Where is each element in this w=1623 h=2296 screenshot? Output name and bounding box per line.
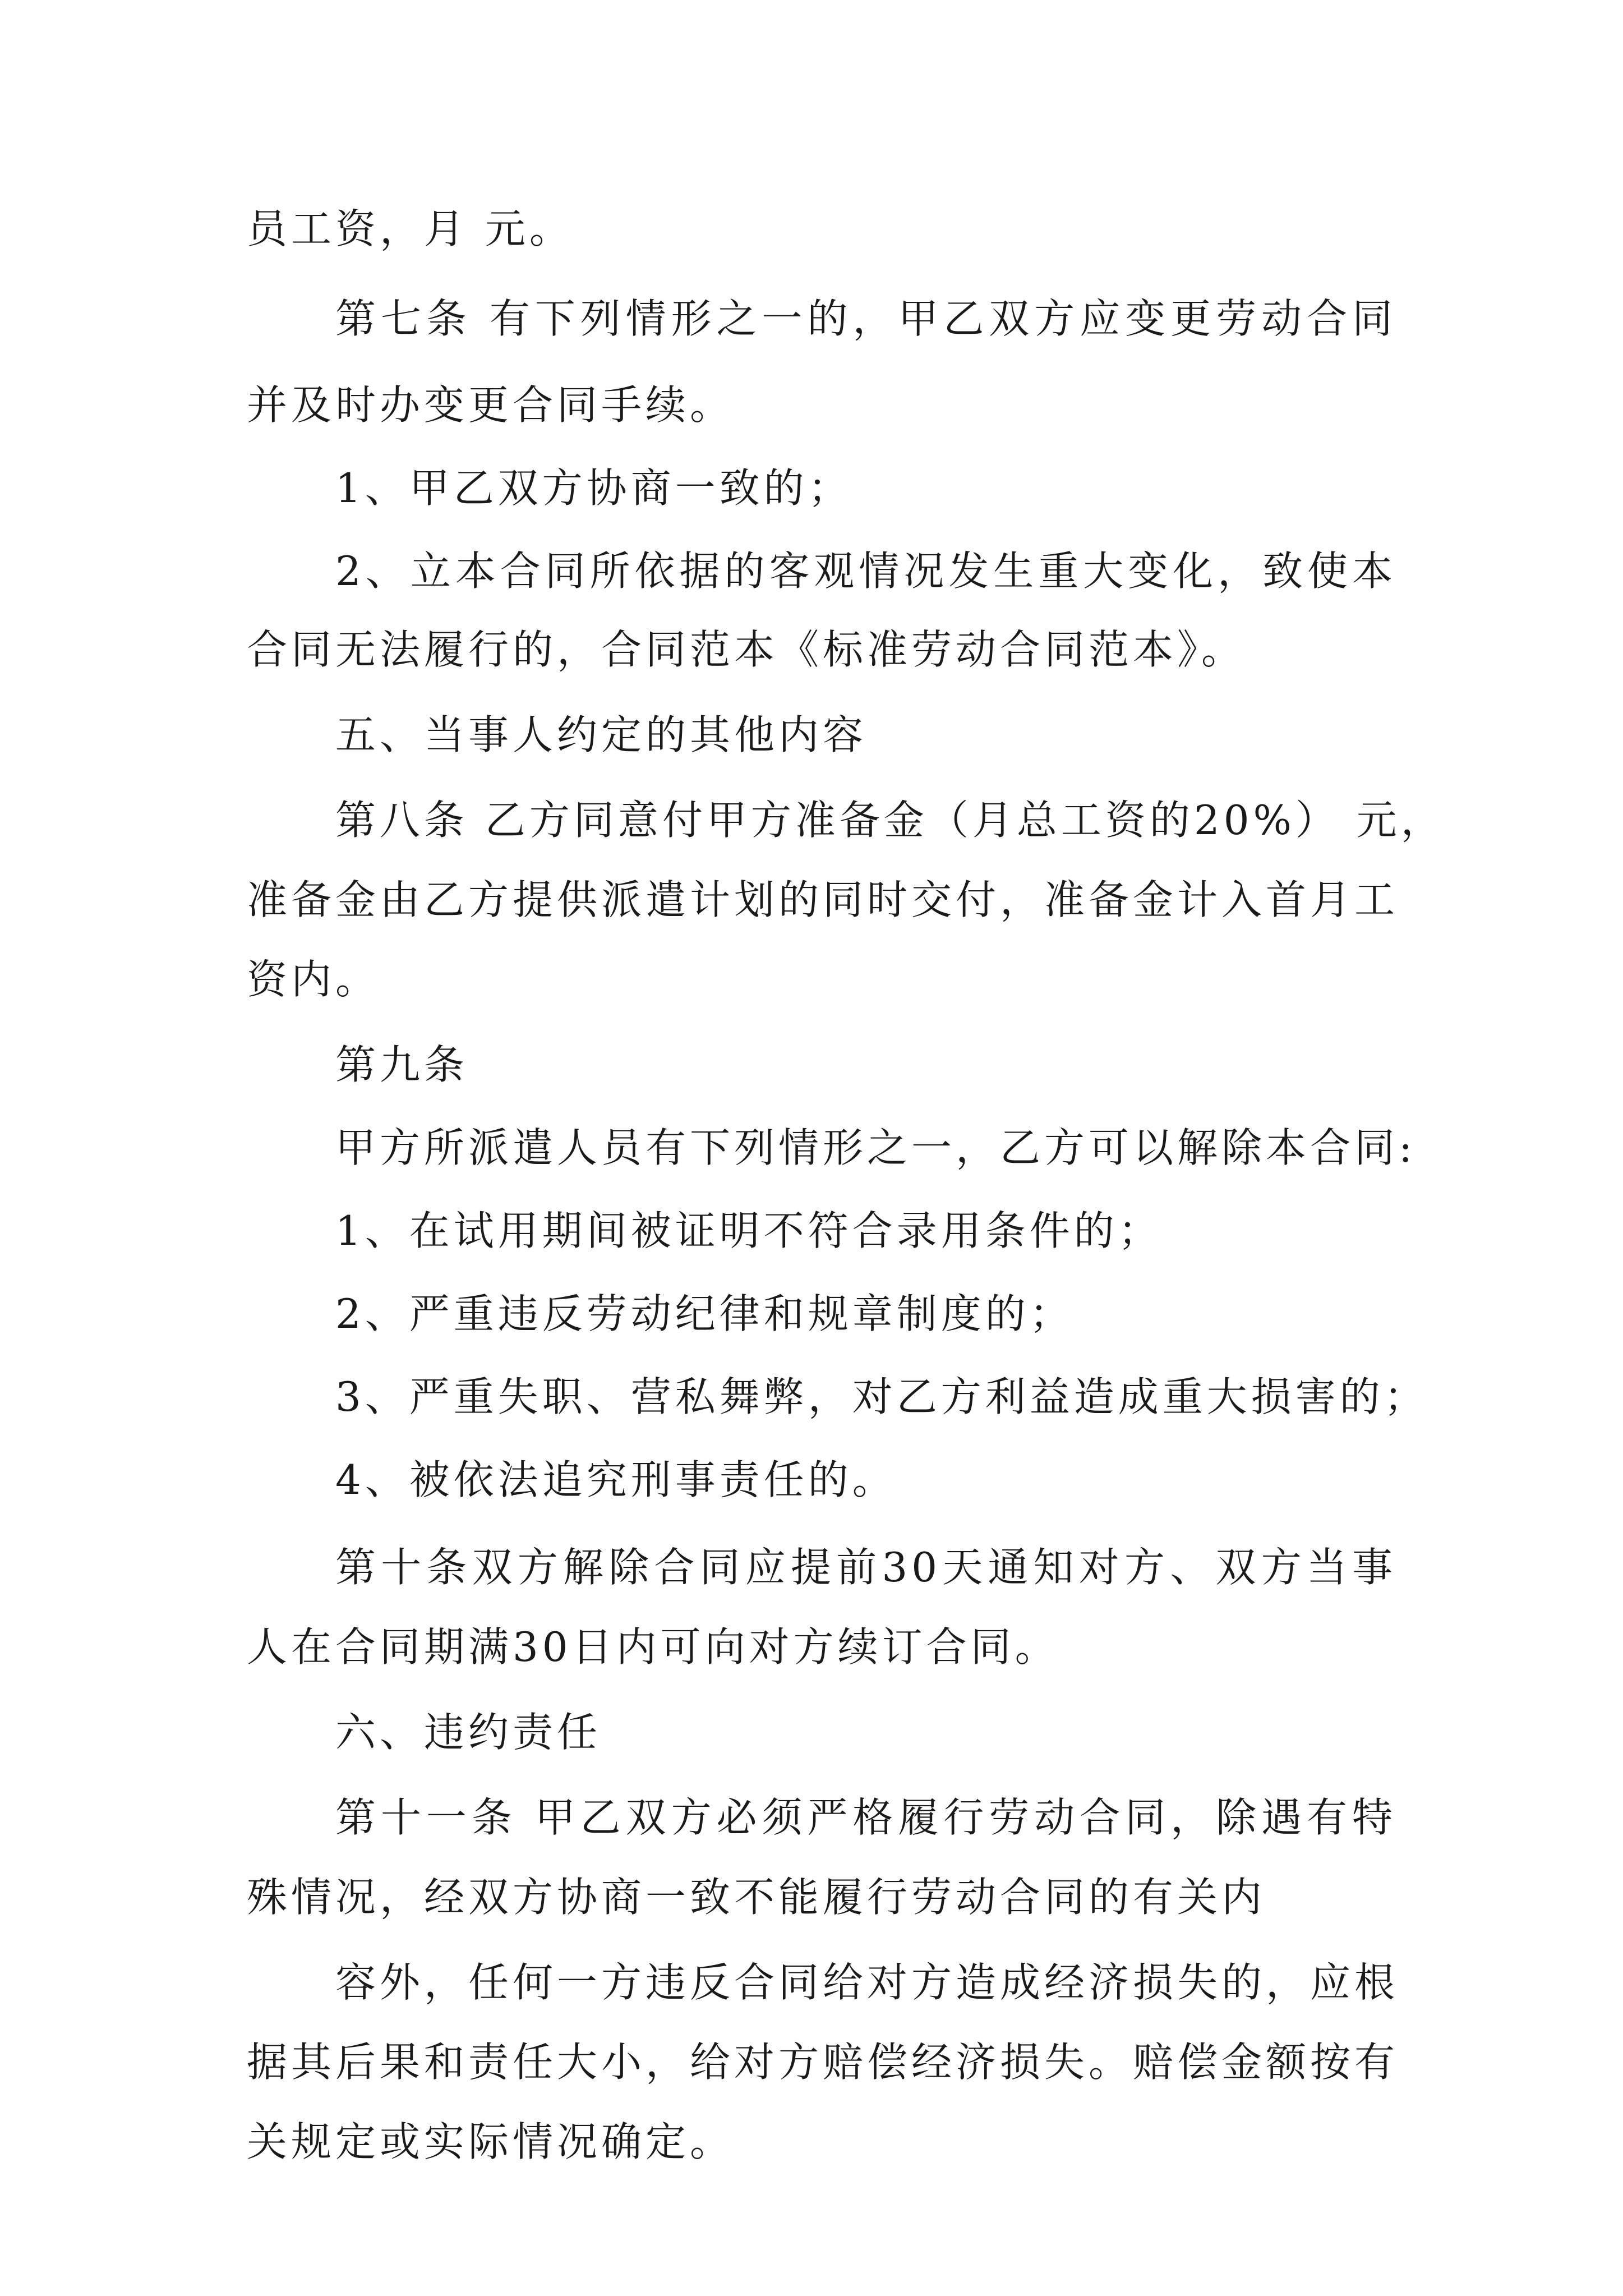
article-9-title: 第九条	[335, 1041, 469, 1088]
text-line-20: 第十一条 甲乙双方必须严格履行劳动合同，除遇有特	[335, 1794, 1396, 1841]
text-line-24: 关规定或实际情况确定。	[247, 2118, 735, 2165]
text-line-17: 第十条双方解除合同应提前30天通知对方、双方当事	[335, 1544, 1396, 1591]
text-line-14: 2、严重违反劳动纪律和规章制度的；	[335, 1290, 1074, 1337]
text-line-10: 资内。	[247, 956, 380, 1003]
section-heading-6: 六、违约责任	[335, 1709, 602, 1756]
text-line-8: 第八条 乙方同意付甲方准备金（月总工资的20%） 元，	[335, 797, 1445, 844]
text-line-5: 2、立本合同所依据的客观情况发生重大变化，致使本	[335, 547, 1396, 595]
text-line-18: 人在合同期满30日内可向对方续订合同。	[247, 1623, 1059, 1671]
text-line-2: 第七条 有下列情形之一的，甲乙双方应变更劳动合同	[335, 295, 1396, 342]
text-line-22: 容外，任何一方违反合同给对方造成经济损失的，应根	[335, 1959, 1399, 2006]
text-line-6: 合同无法履行的，合同范本《标准劳动合同范本》。	[247, 626, 1246, 673]
text-line-1: 员工资，月 元。	[247, 205, 574, 252]
text-line-9: 准备金由乙方提供派遣计划的同时交付，准备金计入首月工	[247, 876, 1399, 923]
text-line-4: 1、甲乙双方协商一致的；	[335, 464, 852, 512]
text-line-16: 4、被依法追究刑事责任的。	[335, 1456, 897, 1503]
text-line-15: 3、严重失职、营私舞弊，对乙方利益造成重大损害的；	[335, 1373, 1428, 1420]
text-line-23: 据其后果和责任大小，给对方赔偿经济损失。赔偿金额按有	[247, 2039, 1399, 2086]
text-line-3: 并及时办变更合同手续。	[247, 381, 735, 429]
section-heading-5: 五、当事人约定的其他内容	[335, 711, 868, 758]
text-line-13: 1、在试用期间被证明不符合录用条件的；	[335, 1207, 1163, 1254]
text-line-12: 甲方所派遣人员有下列情形之一，乙方可以解除本合同:	[335, 1124, 1417, 1171]
text-line-21: 殊情况，经双方协商一致不能履行劳动合同的有关内	[247, 1874, 1266, 1921]
